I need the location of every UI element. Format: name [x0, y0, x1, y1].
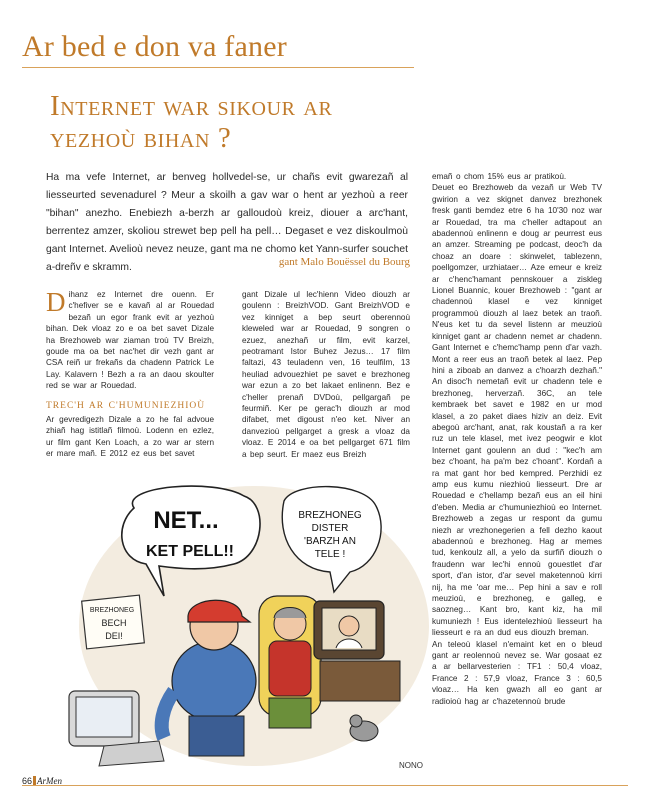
paragraph: emañ o chom 15% eus ar pratikoù. [432, 172, 567, 181]
subheading: TREC'H AR C'HUMUNIEZHIOÙ [46, 400, 206, 411]
page-number: 66 [22, 776, 33, 786]
paragraph: An teleoù klasel n'emaint ket en o bleud gant ar reolennoù nevez se. War gosaat ez a ar bellarvesterien : TF1 : 50,4 vloaz, France 2 : 57,9 vloaz, France 3 : 60,5 vloaz… Ha ken gwazh all eo gant ar radioioù hag ar c'hazetennoù brude [432, 639, 602, 706]
sign-text-2: BECH [101, 618, 127, 628]
column-2 [242, 289, 410, 460]
paragraph: gant Dizale ul lec'hienn Video diouzh ar goulenn : BreizhVOD. Gant BreizhVOD e vez kinniget a bep seurt oberennoù kleweled war ar Rouedad, 9 songren o ezuez, anezhañ ur film, evit karzel, peotramant Istor Buhez Jezus… 17 film faltazi, 43 teuladenn ven, 16 teulfilm, 13 heuliad advouezhiet pe savet e brezhoneg war ezun a zo bet lakaet enlinenn. Bez e c'heller prenañ DVDoù, pellgargañ pe feurmiñ. Ker pe gerac'h diouzh ar mod difabet, met digoust n'eo ket. Niver an danvezioù pellgarget a gresk a vloaz da vloaz. E 2014 e oa bet pellgarget 671 film a bep seurt. Er maez eus Breizh [242, 290, 410, 459]
column-3 [432, 171, 602, 707]
page-footer [22, 776, 62, 786]
paragraph: Ar gevredigezh Dizale a zo he fal advoue zhiañ hag istitlañ filmoù. Lodenn en ezlez, ur film gant Ken Loach, a zo war ar stern er mare mañ. E 2012 ez eus bet savet [46, 415, 214, 459]
sign-text-1: BREZHONEG [89, 607, 135, 614]
sign-text-3: DEI! [105, 631, 123, 641]
bubble-right-text-4: TELE ! [314, 549, 346, 560]
bubble-right-text-2: DISTER [311, 523, 349, 534]
wall-sign [82, 595, 145, 649]
bubble-left-text-1: NET... [153, 507, 219, 534]
byline: gant Malo Bouëssel du Bourg [278, 256, 410, 268]
footer-divider [22, 785, 628, 786]
article-headline: Internet war sikour ar yezhoù bihan ? [50, 90, 333, 154]
paragraph [46, 289, 214, 392]
paragraph-text: ihanz ez Internet dre ouenn. Er c'hefiver se e kavañ al ar Rouedad bezañ un egor frank evit ar yezhoù bihan. Dek vloaz zo e oa bet savet Dizale ha Brezhoweb war ziaman troù TV Breizh, goude ma oa bet nac'het dir vezh gant ar CSA reiñ ur frekañs da chadenn Patrick Le Lay. Kalavern ! Bezh a ra an daou skoulter red se war ar Rouedad. [46, 290, 214, 391]
article-lead: Ha ma vefe Internet, ar benveg hollvedel-se, ur chañs evit gwarezañ al liesseurted sevenadurel ? Meur a skoilh a gav war o hent ar yezhoù a reer "bihan" anezho. Enebiezh a-berzh ar galloudoù kreiz, diouer a arc'hant, berrentez amzer, skoliou strewet bep pell ha pell… Degaset e vez diskoulmoù gant Internet. Avelioù nevez neuze, gant ma ne chomo ket Yann-surfer souchet a-dreñv e skramm. [46, 172, 408, 273]
woman-in-armchair [259, 596, 321, 728]
bubble-right-text-3: 'BARZH AN [304, 536, 356, 547]
paragraph: Deuet eo Brezhoweb da vezañ ur Web TV gwirion a vez skignet danvez brezhonek fresk ganti bemdez etre 6 ha 10'30 noz war ar Rouedad, tra ma c'heller adtapout an abadennoù enlinenn e doug ar peurrest eus an amzer. Streaming pe podcast, deoc'h da choaz an doare : skinwelet, tablezenn, poellgomzer, urzhiataer… Aze emeur e kreiz ar c'henc'hamant pennskouer a ziskleg Lionel Buannic, kouer Brezhoweb : "gant ar chadennoù klasel e vez kinniget programmoù diouzh al laez betek an traoñ. N'eus ket tu da sevel listenn ar meuzioù kinniget gant ar chadenn nemet ar chadenn. Gant Internet e c'hemc'hamp penn d'ar vazh. Mont a reer eus an traoñ betek al laez. Pep hini a ziboab an danvez a c'hoarzh dezhañ." An disoc'h nemetañ evit ur chadenn tele e brezhoneg, herverzañ. 36C, an tele kembraek bet savet e 1982 en ur mod klasel, a zo paket diaes hiziv an deiz. Evit abegoù arc'hant, anat, rak koustañ a ra ker ruz un tele klasel, met ivez peogwir e klot Internet gant goulenn an dud : "kec'h am bez c'hoant, ha pa'm bez c'hoant". Kordañ a ra mat gant hor bed kempred. Perzhidi ez amp eus kumu niezhioù liesseurt. Dre ar Rouedad e c'hellamp bezañ eus an eil hini d'eben. Media ar c'humuniezhioù eo Internet. Brezhoweb a zegas ur respont da gumu niezh ar vrezhonegerien a fell dezho kaout abadennoù e brezhoneg. Hag ar memes tud, kenkoulz all, a yelo da surfiñ diouzh o fraudenn war lec'hi ennoù gouestlet d'ar sport, d'an istor, d'ar sevel maketennoù kirri nij, ha me 'oar me… Pep hini a sav e roll meuzioù, e brezhoneg, e galleg, e saozneg… Kant bro, kant kiz, ha mil kumuniezh ! Eus identelezhioù liesseurt ha liesseurt e ra an dud eus diouzh breman. [432, 183, 602, 638]
section-title: Ar bed e don va faner [22, 30, 287, 63]
cartoon-illustration [64, 476, 430, 778]
bubble-right-text-1: BREZHONEG [298, 510, 362, 521]
artist-signature: NONO [399, 761, 423, 770]
column-1 [46, 289, 214, 460]
bubble-left-text-2: KET PELL!! [146, 543, 234, 560]
folio-marker [33, 776, 36, 785]
drop-cap: D [46, 287, 66, 317]
section-divider [22, 67, 414, 68]
magazine-name: ArMen [37, 776, 63, 786]
